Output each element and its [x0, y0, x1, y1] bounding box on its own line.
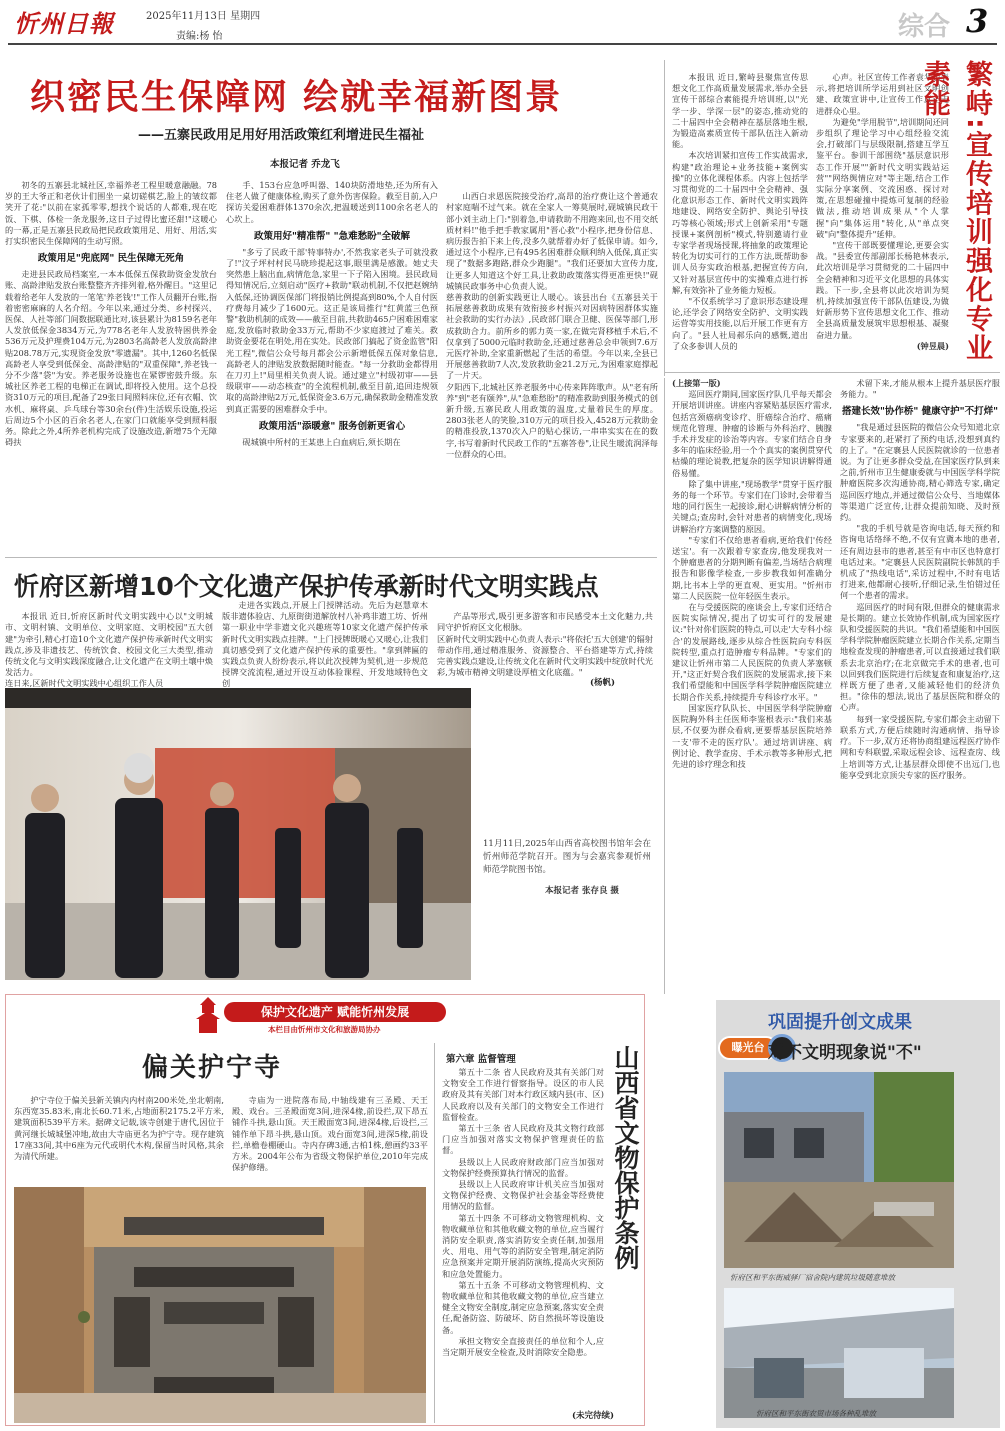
- pagoda-icon: [194, 997, 222, 1035]
- paragraph: "我是通过县医院的微信公众号知道北京专家要来的,赶紧打了预约电话,没想到真约的上了。"在定襄县人民医院就诊的一位患者说。为了让更多群众受益,在国家医疗队到来之前,忻州市卫生健康委就与中国医学科学院肿瘤医院多次沟通协商,精心筛选专家,确定巡回医疗地点,并通过微信公众号、当地媒体等渠道广泛宣传,让群众提前知晓、及时预约。: [840, 422, 1000, 523]
- construction-waste-photo: [724, 1072, 954, 1268]
- market-clutter-photo: [724, 1288, 954, 1418]
- heritage-col1: [14, 1095, 224, 1185]
- heritage-banner: [6, 995, 644, 1039]
- paragraph: 初冬的五寨县北城社区,幸福养老工程里暖意融融。78岁的王大爷正和老伙计们围坐一桌切磋棋艺,脸上的皱纹都笑开了花:"以前在家孤零零,想找个说话的人都难,现在吃饭、下棋、体检一条龙服务,这日子过得比蜜还甜!"这暖心的一幕,正是五寨县民政局把民政政策用足、用好、用活,实打实织密民生保障网的生动写照。: [5, 180, 217, 247]
- section-heading: 政策用活"添暖意" 服务创新更省心: [258, 420, 406, 432]
- article-54: 第五十四条 不可移动文物管理机构、文物收藏单位和其他收藏文物的单位,应当履行消防安全职责,落实消防安全责任制,加强用火、用电、用气等的消防安全管理,制定消防应急预案并定期开展消防演练,提高火灾预防和应急处置能力。: [442, 1212, 604, 1279]
- paragraph: 每到一家受援医院,专家们都会主动留下联系方式,方便后续随时沟通病情、指导诊疗。下一步,双方还将协商组建远程医疗协作网和专科联盟,采取远程会诊、远程查房、线上培训等方式,让基层群众即使不出远门,也能享受到北京顶尖专家的医疗服务。: [840, 713, 1000, 780]
- paragraph: "专家们不仅给患者看病,更给我们'传经送宝'。有一次跟着专家查房,他发现我对一个肿瘤患者的分期判断有偏差,当场结合病理报告和影像学检查,一步步教我如何准确分期,比书本上学的更直观、更实用。"忻州市第二人民医院一位年轻医生表示。: [672, 534, 832, 601]
- temple-aerial-photo: [14, 1187, 426, 1423]
- civility-panel: [716, 1000, 1000, 1428]
- paragraph: 山西白求恩医院接受治疗,高昂的治疗费让这个普通农村家庭喘不过气来。就在全家人一筹莫展时,砚城镇民政干部小刘主动上门:"别着急,申请救助不用跑来回,也不用交纸质材料!"他手把手教家属用"晋心救"小程序,把身份信息、病历报告拍下来上传,没多久就帮着办好了低保申请。如今,通过这个小程序,已有495名困难群众顺利纳入低保,真正实现了"数据多跑路,群众少跑腿"。"我们还要加大宣传力度,让更多人知道这个好工具,让救助政策落实得更准更快!"砚城镇民政事务中心负责人说。 慈善救助的创新实践更让人暖心。该县出台《五寨县关于拓展慈善救助成果有效衔接乡村振兴对因病特困群体实施社会救助的实行办法》,民政部门联合卫健、医保等部门,形成救助合力。前所乡的郭力英一家,在做完肾移植手术后,不仅拿到了5000元临时救助金,还通过慈善总会申领到7.6万元医疗补助,全家重新燃起了生活的希望。今年以来,全县已开展慈善救助7人次,发放救助金21.2万元,为困难家庭撑起了一片天。 夕阳西下,北城社区养老服务中心传来阵阵歌声。从"老有所养"到"老有颐养",从"急难愁盼"的精准救助到服务模式的创新升级,五寨民政人用政策的温度,丈量着民生的厚度。2803张老人的笑脸,310万元的项目投入,4528万元救助金的精准投放,1370次入户的贴心探访,一串串实实在在的数字,书写着新时代民政工作的"五寨答卷",让民生暖流润泽每一位群众的心田。: [446, 191, 658, 459]
- byline-art1: 本报记者 乔龙飞: [270, 159, 340, 170]
- section-heading: 搭建长效"协作桥" 健康守护"不打烊": [841, 406, 999, 418]
- paragraph: "不仅系统学习了意识形态建设理论,还学会了网络安全防护、文明实践运营等实用技能,以后开展工作更有方向了。"县人社局郝乐向的感慨,道出了众多参训人员的: [672, 296, 808, 351]
- photo-caption: 忻府区和平东街威驿厂宿舍院内建筑垃圾随意堆放: [730, 1273, 895, 1282]
- masthead-rule: [8, 43, 997, 45]
- paragraph: 巡回医疗的时间有限,但群众的健康需求是长期的。建立长效协作机制,成为国家医疗队和受援医院的共识。"我们希望能和中国医学科学院肿瘤医院建立长期合作关系,定期当地检查发现的肿瘤患者,可以直接通过我们联系去北京治疗;在北京做完手术的患者,也可以回到我们医院进行后续复查和康复治疗,这样既方便了患者,又能减轻他们的经济负担。"徐伟的想法,说出了基层医院和群众的心声。: [840, 601, 1000, 713]
- headline-art3: 忻府区新增10个文化遗产保护传承新时代文明实践点: [14, 572, 599, 601]
- paragraph: "我的手机号就是咨询电话,每天预约和咨询电话络绎不绝,不仅有宜冀本地的患者,还有周边县市的患者,甚至有中市区也特意打电话过来。"定襄县人民医院副院长韩凯的手机成了"热线电话",采访过程中,不时有电话打进来,他都耐心接听,仔细记录,生怕错过任何一个患者的需求。: [840, 523, 1000, 601]
- art4-col2: [840, 378, 1000, 978]
- heritage-box: [5, 994, 645, 1426]
- art3-col3: [437, 600, 653, 678]
- panel-title: 巩固提升创文成果: [768, 1012, 912, 1033]
- art1-col3: [446, 180, 658, 552]
- paragraph: 国家医疗队队长、中国医学科学院肿瘤医院胸外科主任医师李鉴根表示:"我们来基层,不仅要为群众看病,更要帮基层医院培养一支'带不走的医疗队'。通过培训讲座、病例讨论、教学查房、手术示教等多种形式,把先进的诊疗理念和技: [672, 702, 832, 769]
- paragraph: 巡回医疗期间,国家医疗队几乎每天都会开展培训讲座。讲座内容紧贴基层医疗需求,包括宫颈癌病变诊疗、肝癌综合治疗、癌痛规范化管理、肿瘤的诊断与外科治疗、胰腺手术并发症的诊治等内容。专家们结合自身多年的临床经验,用一个个真实的案例贯穿代枯燥的理论说教,把复杂的医学知识讲解得通俗易懂。: [672, 389, 832, 478]
- paragraph: 砚城镇中所村的王某患上白血病后,须长期在: [242, 436, 401, 447]
- art1-col2: [226, 180, 438, 552]
- headline-art1: 织密民生保障网 绘就幸福新图景: [30, 78, 563, 118]
- regulation-text: [442, 1067, 604, 1409]
- photo-credit: 本报记者 张存良 摄: [545, 886, 619, 896]
- chapter-heading: 第六章 监督管理: [446, 1054, 516, 1065]
- page-number: 3: [966, 2, 989, 40]
- paragraph: 在与受援医院的座谈会上,专家们还结合医院实际情况,提出了切实可行的发展建议:"针对你们医院的特点,可以走'大专科小综合'的发展路线,逐步从综合性医院向专科医院转型,重点打造肿瘤专科品牌。"专家们的建议让忻州市第二人民医院的负责人茅塞顿开,"这正好契合我们医院的发展需求,接下来我们希望能和中国医学科学院肿瘤医院建立长期合作关系,持续提升专科诊疗水平。": [672, 602, 832, 702]
- section-name: 综合: [898, 12, 951, 42]
- divider: [5, 557, 657, 558]
- paragraph: 护宁寺位于偏关县新关镇内内村南200米处,坐北朝南,东西宽35.83米,南北长60.71米,占地面积2175.2平方米,建筑面积539平方米。据碑文记载,该寺创建于唐代,因位于黄河继长城城堡冲地,故由大寺庙更名为护宁寺。现存建筑17座33间,其中6座为元代或明代木构,保留当时风格,其余为清代所建。: [14, 1095, 224, 1162]
- paragraph: 县级以上人民政府审计机关应当加强对文物保护经费、文物保护社会基金等经费使用情况的监督。: [442, 1179, 604, 1212]
- continued-from: (上接第一版): [672, 378, 721, 388]
- art3-col2: [222, 600, 428, 689]
- panel-slogan: 对不文明现象说"不": [768, 1043, 922, 1063]
- article-55: 第五十五条 不可移动文物管理机构、文物收藏单位和其他收藏文物的单位,应当建立健全文物安全制度,制定应急预案,落实安全责任,配备防盗、防破坏、防自然损坏等设施设备。: [442, 1279, 604, 1335]
- article-52: 第五十二条 省人民政府及其有关部门对文物安全工作进行督察指导。设区的市人民政府及其有关部门对本行政区域内县(市、区)人民政府以及有关部门的文物安全工作进行监督检查。: [442, 1067, 604, 1122]
- paragraph: 本报讯 近日,忻府区新时代文明实践中心以"文明城市、文明村镇、文明单位、文明家庭、文明校园"五大创建"为牵引,精心打造10个文化遗产保护传承新时代文明实践点,涉及非遗技艺、传统饮食、校园文化三大类型,推动传统文化与文明实践深度融合,让文化遗产在文明土壤中焕发活力。 连日来,区新时代文明实践中心组织工作人员: [5, 611, 213, 689]
- paragraph: 县级以上人民政府财政部门应当加强对文物保护经费预算执行情况的监督。: [442, 1156, 604, 1178]
- article-53: 第五十三条 省人民政府及其文物行政部门应当加强对落实文物保护管理责任的监督。: [442, 1123, 604, 1156]
- paragraph: 心声。社区宣传工作者袁华也表示,将把培训所学运用到社区文明创建、政策宣讲中,让宣传工作真正走进群众心里。: [816, 72, 949, 116]
- subheadline-art1: ——五寨民政用足用好用活政策红利增进民生福祉: [138, 128, 425, 143]
- divider: [664, 372, 1000, 373]
- art1-col1: [5, 180, 217, 552]
- paragraph: "多亏了民政干部'特事特办',不然我家老头子可就没救了!"汶子坪村村民马晓珍提起这事,眼里满是感激。她丈夫突然患上脑出血,病情危急,家里一下子陷入困境。县民政局得知情况后,立刻启动"医疗+救助"联动机制,不仅把赵婉纳入低保,还协调医保部门将报销比例提高到80%,个人自付医疗费每月减少了1600元。这正是该局推行"红黄蓝三色预警"救助机制的成效——截至目前,共救助465户困难困难家庭,发放临时救助金33万元,帮助不少家庭渡过了难关。救助资金要花在明处,用在实处。民政部门搞起了资金监管"阳光工程",微信公众号每月都会公示新增低保五保对象信息,高龄老人的津贴发放数据随时能查。"每一分救助金都得用在刀刃上!"局里相关负责人说。通过建立"村级初审——县级联审——动态核查"的全流程机制,截至目前,追回违规领取的高龄津贴2万元,低保资金3.6万元,确保救助金精准发放到真正需要的困难群众手中。: [226, 246, 438, 414]
- masthead: [0, 0, 1005, 46]
- author: (钟昱晨): [916, 340, 949, 351]
- paragraph: 为避免"学用脱节",培训期间还同步组织了理论学习中心组经验交流会,打破部门与层级限制,搭建互学互鉴平台。参训干部围绕"基层意识形态工作开展""新时代文明实践站运营""网络舆情应对"等主题,结合工作实际分享案例、交流困惑、探讨对策,在思想碰撞中提炼可复制的经验做法,推动培训成果从"个人掌握"向"集体运用"转化,从"单点突破"向"整体提升"延伸。: [816, 116, 949, 239]
- divider: [664, 378, 665, 994]
- paragraph: 走进县民政局档案室,一本本低保五保救助资金发放台账、高龄津贴发放台账整整齐齐排列着,格外醒目。"这里记载着给老年人发放的一笔笔'养老钱'!"工作人员翻开台账,指着密密麻麻的人名介绍。今年以来,通过分类、乡村探兴、医保、人社等部门间数据联通比对,该县累计为8159名老年人发放低保金3834万元,为778名老年人发放特困供养金536万元及护理费104万元,为2803名高龄老人发放高龄津贴208.78万元,实现资金发放"零遗漏"。其中,1260名低保高龄老人享受到低保金、高龄津贴的"双重保障",养老钱一分不少落"袋"为安。养老服务设施也在紧锣密鼓升级。东城社区养老工程的电梯正在调试,即将投入使用。这个总投资310万元的项目,配备了29张日间照料床位,还有衣帽、饮水机、麻将桌、乒乓球台等30余台(件)生活娱乐设施,投运后周边5个小区的百余名老人,在家门口就能享受到照料服务。除此之外,4所养老机构完成了设施改造,新增75个无障碍扶: [5, 269, 217, 448]
- heritage-title: 偏关护宁寺: [142, 1053, 283, 1083]
- to-be-continued: (未完待续): [572, 1411, 615, 1421]
- paragraph: 除了集中讲座,"现场教学"贯穿于医疗服务的每一个环节。专家们在门诊时,会带着当地的同行医生一起接诊,耐心讲解病情分析的关键点;查房时,会针对患者的病情变化,现场讲解治疗方案调整的原因。: [672, 478, 832, 534]
- paragraph: 本次培训紧扣宣传工作实战需求,构建"政治理论+业务技能+案例实操"的立体化课程体系。内容上包括学习贯彻党的二十届四中全会精神、强化意识形态工作、新时代文明实践阵地建设、网络安全防护、舆论引导技巧等核心领域;形式上创新采用"专题授课+案例剖析"模式,特别邀请行业专家学者现场授课,将抽象的政策理论转化为切实可行的工作方法,既帮助参训人员夯实政治根基,把握宣传方向,又针对基层宣传中的实操难点进行拆解,有效弥补了业务能力短板。: [672, 150, 808, 295]
- newspaper-logo: 忻州日報: [14, 9, 114, 38]
- art2-col1: [672, 72, 808, 368]
- paragraph: 手、153台应急呼叫器、140块防滑地垫,还为所有入住老人做了健康体检,购买了意外伤害保险。截至目前,入户探访关爱困难群体1370余次,把温暖送到1100余名老人的心坎上。: [226, 180, 438, 224]
- section-heading: 政策用足"兜底网" 民生保障无死角: [37, 253, 185, 265]
- paragraph: 本报讯 近日,繁峙县聚焦宣传思想文化工作高质量发展需求,举办全县宣传干部综合素能提升培训班,以"光学一步、学深一层"的姿态,推动党的二十届四中全会精神在基层落地生根,为锻造高素质宣传干部队伍注入新动能。: [672, 72, 808, 150]
- paragraph: 寺庙为一进院落布局,中轴线建有三圣殿、天王殿、戏台。三圣殿面宽3间,进深4椽,前设拦,双下昂五铺作斗拱,悬山顶。天王殿面宽3间,进深4椽,后设拦,三铺作单下昂斗拱,悬山顶。戏台面宽3间,进深5椽,前设拦,单檐卷棚硬山。寺内存碑3通,古柏1株,憩画约33平方米。2004年公布为省级文物保护单位,2010年完成保护修缮。: [232, 1095, 428, 1173]
- library-visit-photo: [5, 688, 471, 980]
- issue-date: 2025年11月13日 星期四: [146, 11, 261, 22]
- art4-col1: [672, 378, 832, 990]
- photo-caption: 11月11日,2025年山西省高校图书馆年会在忻州师范学院召开。图为与会嘉宾参观忻州师范学院图书馆。: [483, 839, 651, 875]
- paragraph: 产品等形式,吸引更多游客和市民感受本土文化魅力,共同守护忻府区文化根脉。 区新时代文明实践中心负责人表示:"将依托'五大创建'的辐射带动作用,通过精准服务、资源整合、平台搭建等方式,持续完善实践点建设,让传统文化在新时代文明实践中绽放时代光彩,为城市精神文明建设厚植文化底蕴。": [437, 611, 653, 678]
- paragraph: 承担文物安全直接责任的单位和个人,应当定期开展安全检查,及时消除安全隐患。: [442, 1335, 604, 1358]
- exposure-badge-label: 曝光台: [731, 1041, 765, 1054]
- section-heading: 政策用好"精准帮" "急难愁盼"全破解: [253, 230, 411, 242]
- headline-art2-vertical: 繁峙:宣传培训强化专业素能: [919, 60, 992, 363]
- photo-caption: 忻府区和平东街农贸市场各种乱堆放: [756, 1409, 876, 1418]
- divider: [664, 60, 665, 376]
- heritage-col2: [232, 1095, 428, 1185]
- paragraph: 走进各实践点,开展上门授牌活动。先后为赵慧章木版非遗体验店、九原街街道解放村八补鸡非遗工坊、忻州第一职业中学非遗文化兴趣班等10家文化遗产保护传承新时代文明实践点挂牌。"上门授牌既暖心又暖心,让我们真切感受到了文化遗产保护传承的重要性。"拿到牌匾的实践点负责人纷纷表示,将以此次授牌为契机,进一步规范授牌交流流程,通过开设互动体验课程、开发地域特色文创: [222, 600, 428, 689]
- banner-subtitle: 本栏目由忻州市文化和旅游局协办: [268, 1025, 381, 1034]
- paragraph: "宣传干部既要懂理论,更要会实战。"县委宣传部副部长杨艳林表示,此次培训是学习贯彻党的二十届四中全会精神和习近平文化思想的具体实践。下一步,全县将以此次培训为契机,持续加强宣传干部队伍建设,为做好新形势下宣传思想文化工作、推动全县高质量发展筑牢思想根基、凝聚奋进力量。: [816, 240, 949, 340]
- regulation-vertical-title: 山西省文物保护条例: [611, 1045, 640, 1270]
- divider: [434, 1043, 435, 1423]
- author: (杨帆): [590, 678, 616, 688]
- art3-col1: [5, 600, 213, 689]
- banner-ribbon: [224, 1002, 446, 1022]
- paragraph: 术留下来,才能从根本上提升基层医疗服务能力。": [840, 378, 1000, 400]
- banner-title: 保护文化遗产 赋能忻州发展: [260, 1005, 410, 1019]
- editor: 责编:杨 怡: [176, 31, 223, 42]
